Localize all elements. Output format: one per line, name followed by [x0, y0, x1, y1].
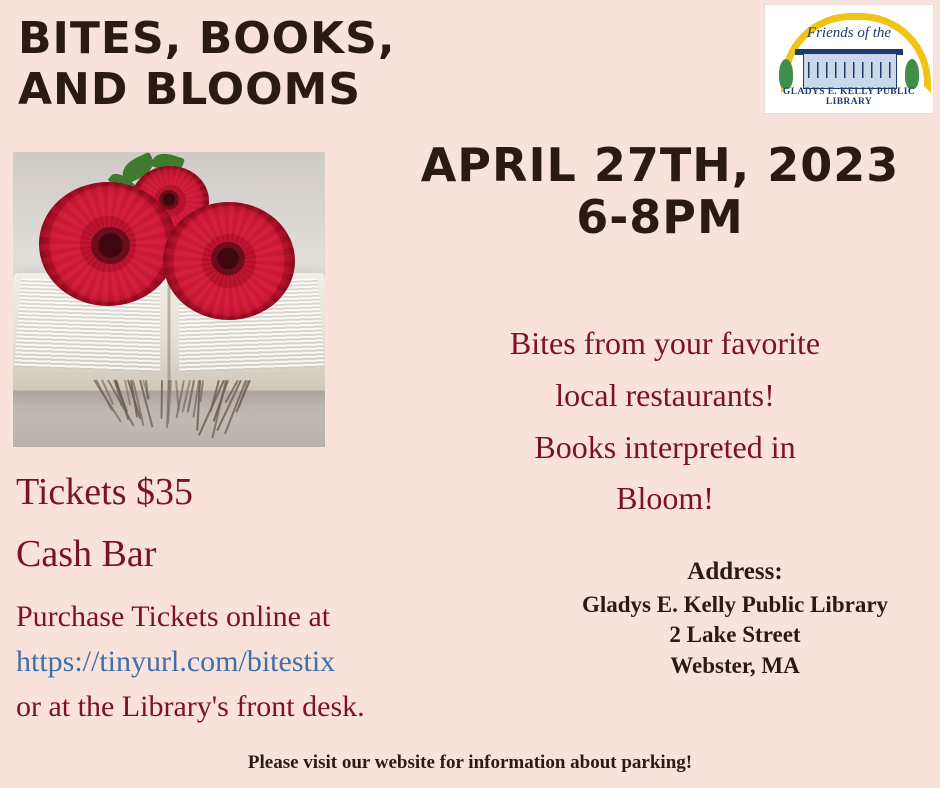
root-strand — [145, 380, 148, 400]
address-line-2: 2 Lake Street — [669, 622, 801, 648]
tree-icon — [779, 59, 793, 89]
purchase-line-1: Purchase Tickets online at — [16, 600, 331, 633]
flowers-on-book-photo — [13, 152, 325, 447]
poster-title — [18, 14, 438, 115]
poster-title-line-2: AND BLOOMS — [18, 63, 362, 115]
address-line-1: Gladys E. Kelly Public Library — [581, 592, 889, 617]
tickets-price: Tickets $35 — [16, 471, 194, 513]
roots-graphic — [83, 380, 263, 446]
event-date-time: 6-8PM — [576, 189, 744, 244]
parking-note: Please visit our website for information about parking! — [247, 752, 693, 773]
event-description-line-1: Bites from your favorite — [509, 325, 821, 361]
address-title: Address: — [687, 558, 783, 585]
logo-library-building-icon — [803, 53, 897, 89]
flower-center — [91, 227, 130, 264]
root-strand — [160, 380, 162, 419]
logo-friends-text: Friends of the — [806, 25, 892, 41]
address-line-3: Webster, MA — [670, 652, 800, 678]
flower-center — [211, 242, 245, 275]
event-date-day: APRIL 27TH, 2023 — [420, 138, 900, 192]
poster-title-line-1: BITES, BOOKS, — [18, 13, 396, 64]
event-description-line-3: Books interpreted in — [534, 428, 796, 465]
friends-of-library-logo — [764, 4, 934, 114]
purchase-instructions — [16, 594, 446, 729]
ticket-url-link[interactable]: https://tinyurl.com/bitestix — [16, 645, 336, 678]
flower-icon — [39, 182, 177, 306]
address-block — [540, 558, 930, 681]
event-description-line-4: Bloom! — [616, 480, 714, 517]
event-description-line-2: local restaurants! — [555, 376, 775, 413]
event-description — [420, 318, 910, 525]
tree-icon — [905, 59, 919, 89]
logo-library-name: GLADYS E. KELLY PUBLIC LIBRARY — [782, 87, 916, 107]
event-date — [400, 140, 920, 243]
flower-icon — [163, 202, 295, 320]
cash-bar-note: Cash Bar — [16, 533, 157, 575]
purchase-line-3: or at the Library's front desk. — [16, 690, 365, 723]
